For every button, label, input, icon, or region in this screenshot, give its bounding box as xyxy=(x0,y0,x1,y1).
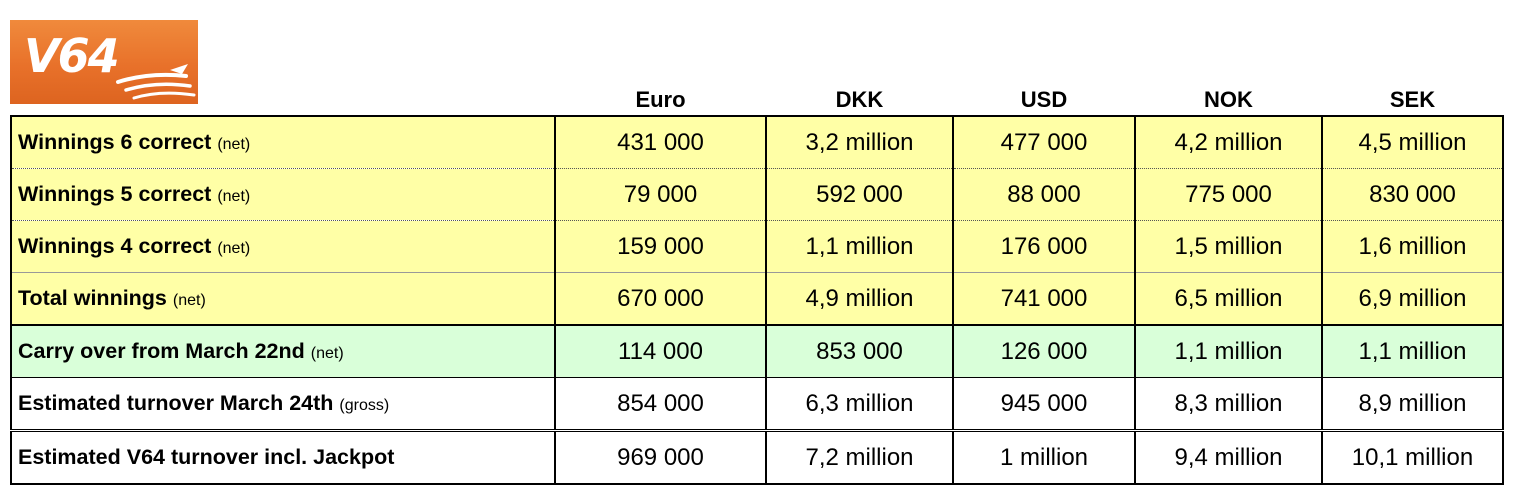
cell-dkk: 7,2 million xyxy=(766,431,953,485)
row-label: Winnings 4 correct (net) xyxy=(11,221,555,273)
cell-sek: 6,9 million xyxy=(1322,273,1503,326)
cell-nok: 4,2 million xyxy=(1135,116,1322,169)
cell-dkk: 3,2 million xyxy=(766,116,953,169)
table-row xyxy=(11,116,1503,169)
header-sek: SEK xyxy=(1389,87,1436,112)
cell-euro: 670 000 xyxy=(555,273,766,326)
cell-usd: 1 million xyxy=(953,431,1135,485)
row-label: Estimated turnover March 24th (gross) xyxy=(11,378,555,431)
cell-dkk: 853 000 xyxy=(766,325,953,378)
cell-euro: 79 000 xyxy=(555,169,766,221)
cell-usd: 88 000 xyxy=(953,169,1135,221)
table-row xyxy=(11,273,1503,326)
cell-nok: 6,5 million xyxy=(1135,273,1322,326)
cell-nok: 775 000 xyxy=(1135,169,1322,221)
cell-dkk: 1,1 million xyxy=(766,221,953,273)
cell-sek: 1,6 million xyxy=(1322,221,1503,273)
cell-usd: 477 000 xyxy=(953,116,1135,169)
cell-sek: 4,5 million xyxy=(1322,116,1503,169)
table-row xyxy=(11,221,1503,273)
table-row xyxy=(11,431,1503,485)
cell-euro: 854 000 xyxy=(555,378,766,431)
cell-euro: 969 000 xyxy=(555,431,766,485)
table-row xyxy=(11,378,1503,431)
cell-nok: 9,4 million xyxy=(1135,431,1322,485)
cell-sek: 8,9 million xyxy=(1322,378,1503,431)
cell-sek: 1,1 million xyxy=(1322,325,1503,378)
cell-euro: 114 000 xyxy=(555,325,766,378)
cell-nok: 8,3 million xyxy=(1135,378,1322,431)
cell-euro: 159 000 xyxy=(555,221,766,273)
cell-usd: 741 000 xyxy=(953,273,1135,326)
header-label-column xyxy=(11,82,555,116)
row-label: Winnings 6 correct (net) xyxy=(11,116,555,169)
cell-usd: 945 000 xyxy=(953,378,1135,431)
cell-usd: 176 000 xyxy=(953,221,1135,273)
cell-euro: 431 000 xyxy=(555,116,766,169)
row-label: Total winnings (net) xyxy=(11,273,555,326)
header-usd: USD xyxy=(1020,87,1068,112)
row-label: Carry over from March 22nd (net) xyxy=(11,325,555,378)
cell-dkk: 6,3 million xyxy=(766,378,953,431)
cell-nok: 1,5 million xyxy=(1135,221,1322,273)
header-dkk: DKK xyxy=(835,87,884,112)
cell-usd: 126 000 xyxy=(953,325,1135,378)
header-nok: NOK xyxy=(1204,87,1253,112)
cell-sek: 830 000 xyxy=(1322,169,1503,221)
row-label: Estimated V64 turnover incl. Jackpot xyxy=(11,431,555,485)
cell-nok: 1,1 million xyxy=(1135,325,1322,378)
logo-text: V64 xyxy=(24,29,118,83)
cell-dkk: 592 000 xyxy=(766,169,953,221)
table-row xyxy=(11,169,1503,221)
header-row xyxy=(11,82,1503,116)
v64-winnings-table xyxy=(10,82,1504,485)
header-euro: Euro xyxy=(635,87,686,112)
table-row xyxy=(11,325,1503,378)
row-label: Winnings 5 correct (net) xyxy=(11,169,555,221)
cell-sek: 10,1 million xyxy=(1322,431,1503,485)
cell-dkk: 4,9 million xyxy=(766,273,953,326)
